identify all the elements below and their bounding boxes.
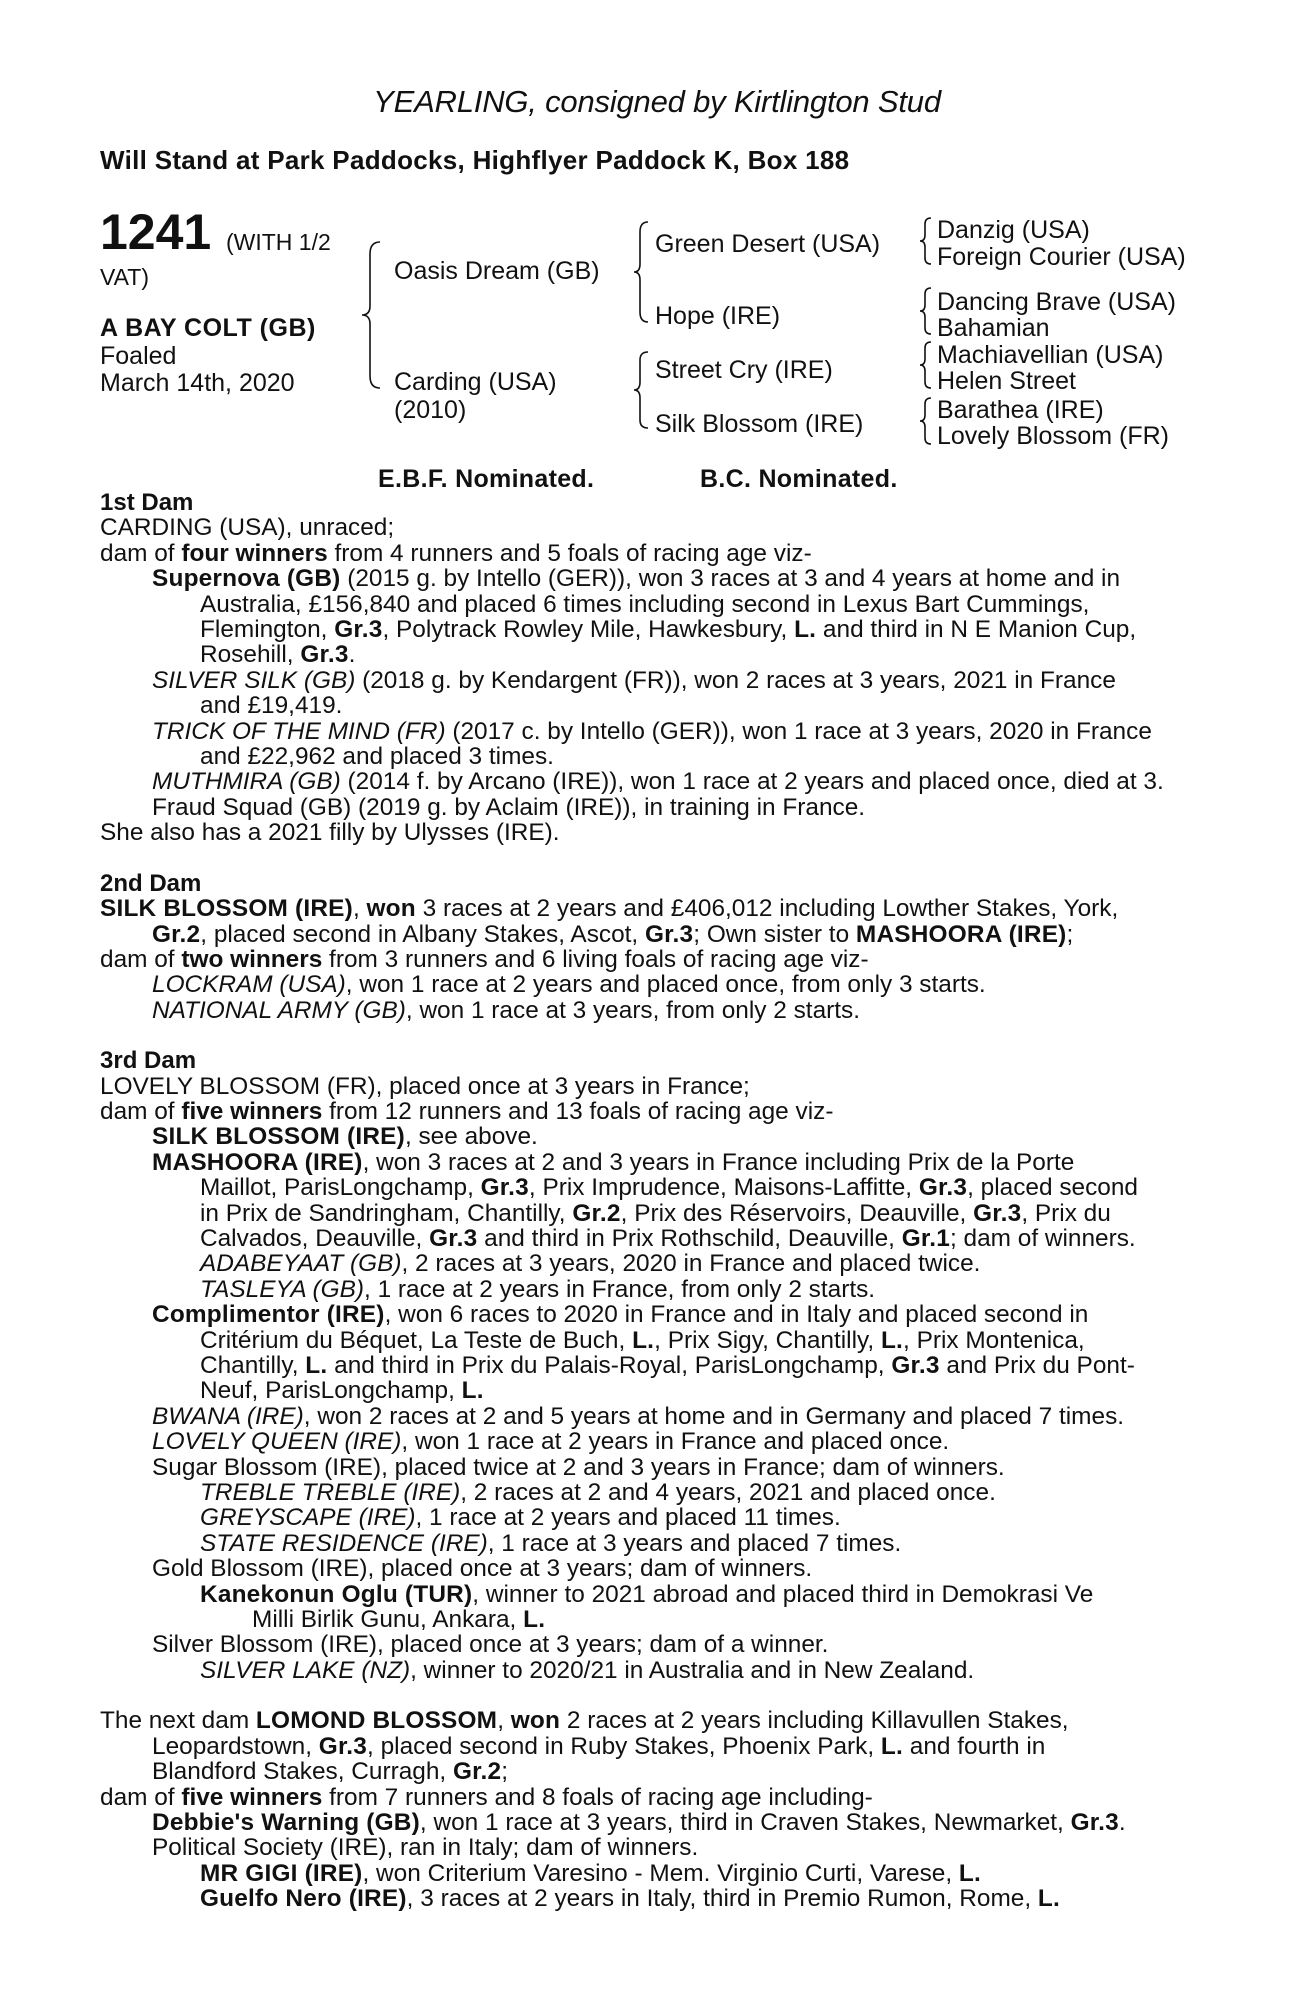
pedigree-brace-dam: [632, 350, 652, 430]
third-dam-record: dam of five winners from 12 runners and 13 foals of racing age viz-: [100, 1097, 834, 1125]
second-dam-line-cont: Gr.2, placed second in Albany Stakes, Ascot, Gr.3; Own sister to MASHOORA (IRE);: [152, 920, 1074, 948]
progeny-entry-cont: and £22,962 and placed 3 times.: [200, 743, 554, 771]
progeny-entry-cont: Maillot, ParisLongchamp, Gr.3, Prix Imprudence, Maisons-Laffitte, Gr.3, placed second: [200, 1174, 1138, 1202]
progeny-entry: MASHOORA (IRE), won 3 races at 2 and 3 years in France including Prix de la Porte: [152, 1148, 1075, 1176]
progeny-entry-cont: Neuf, ParisLongchamp, L.: [200, 1377, 484, 1405]
grand-progeny-entry: ADABEYAAT (GB), 2 races at 3 years, 2020 in France and placed twice.: [200, 1250, 981, 1278]
pedigree-sire-sire: Green Desert (USA): [655, 230, 881, 258]
ebf-nomination: E.B.F. Nominated.: [378, 465, 595, 493]
grand-progeny-entry: Kanekonun Oglu (TUR), winner to 2021 abroad and placed third in Demokrasi Ve: [200, 1580, 1094, 1608]
foaled-label: Foaled: [100, 342, 177, 370]
progeny-entry: Supernova (GB) (2015 g. by Intello (GER)), won 3 races at 3 and 4 years at home and in: [152, 565, 1121, 593]
progeny-entry: Gold Blossom (IRE), placed once at 3 years; dam of winners.: [152, 1555, 813, 1583]
grand-progeny-entry: TASLEYA (GB), 1 race at 2 years in France, from only 2 starts.: [200, 1275, 876, 1303]
next-dam-line-cont: Blandford Stakes, Curragh, Gr.2;: [152, 1758, 509, 1786]
vat-note-part1: (WITH 1/2: [226, 229, 331, 255]
progeny-entry: Complimentor (IRE), won 6 races to 2020 in France and in Italy and placed second in: [152, 1301, 1089, 1329]
progeny-entry: SILVER SILK (GB) (2018 g. by Kendargent (FR)), won 2 races at 3 years, 2021 in France: [152, 666, 1116, 694]
pedigree-sire: Oasis Dream (GB): [394, 257, 600, 285]
vat-note-part2: VAT): [100, 264, 149, 290]
pedigree-brace-ss: [918, 216, 934, 266]
lot-number: 1241: [100, 204, 212, 260]
progeny-entry: Sugar Blossom (IRE), placed twice at 2 and 3 years in France; dam of winners.: [152, 1453, 1005, 1481]
progeny-entry-cont: Rosehill, Gr.3.: [200, 641, 356, 669]
second-dam-line: SILK BLOSSOM (IRE), won 3 races at 2 years and £406,012 including Lowther Stakes, York,: [100, 895, 1119, 923]
catalogue-header: YEARLING, consigned by Kirtlington Stud: [373, 84, 941, 119]
pedigree-dss: Machiavellian (USA): [937, 341, 1164, 369]
pedigree-notes: [100, 490, 1210, 1912]
pedigree-dam-dam: Silk Blossom (IRE): [655, 410, 864, 438]
bc-nomination: B.C. Nominated.: [700, 465, 898, 493]
second-dam-record: dam of two winners from 3 runners and 6 living foals of racing age viz-: [100, 945, 869, 973]
progeny-entry: SILK BLOSSOM (IRE), see above.: [152, 1123, 538, 1151]
progeny-entry: TRICK OF THE MIND (FR) (2017 c. by Intello (GER)), won 1 race at 3 years, 2020 in France: [152, 717, 1152, 745]
pedigree-ssd: Foreign Courier (USA): [937, 243, 1186, 271]
progeny-entry-cont: Flemington, Gr.3, Polytrack Rowley Mile, Hawkesbury, L. and third in N E Manion Cup,: [200, 616, 1137, 644]
grand-progeny-entry-cont: Milli Birlik Gunu, Ankara, L.: [252, 1606, 546, 1634]
pedigree-brace-ds: [918, 340, 934, 390]
progeny-entry: Political Society (IRE), ran in Italy; dam of winners.: [152, 1834, 699, 1862]
progeny-entry: Silver Blossom (IRE), placed once at 3 years; dam of a winner.: [152, 1631, 829, 1659]
first-dam-heading: 1st Dam: [100, 489, 194, 516]
first-dam-line: CARDING (USA), unraced;: [100, 514, 395, 542]
next-dam-line: The next dam LOMOND BLOSSOM, won 2 races at 2 years including Killavullen Stakes,: [100, 1707, 1069, 1735]
pedigree-sss: Danzig (USA): [937, 216, 1090, 244]
progeny-entry-cont: Australia, £156,840 and placed 6 times including second in Lexus Bart Cummings,: [200, 590, 1090, 618]
grand-progeny-entry: GREYSCAPE (IRE), 1 race at 2 years and placed 11 times.: [200, 1504, 841, 1532]
pedigree-dds: Barathea (IRE): [937, 396, 1104, 424]
pedigree-sds: Dancing Brave (USA): [937, 288, 1176, 316]
progeny-entry: BWANA (IRE), won 2 races at 2 and 5 years at home and in Germany and placed 7 times.: [152, 1402, 1125, 1430]
progeny-entry-cont: Calvados, Deauville, Gr.3 and third in Prix Rothschild, Deauville, Gr.1; dam of winners.: [200, 1224, 1136, 1252]
progeny-note: She also has a 2021 filly by Ulysses (IRE).: [100, 819, 560, 847]
progeny-entry-cont: and £19,419.: [200, 692, 343, 720]
progeny-entry: LOVELY QUEEN (IRE), won 1 race at 2 years in France and placed once.: [152, 1428, 950, 1456]
next-dam-line-cont: Leopardstown, Gr.3, placed second in Ruby Stakes, Phoenix Park, L. and fourth in: [152, 1732, 1046, 1760]
grand-progeny-entry: SILVER LAKE (NZ), winner to 2020/21 in Australia and in New Zealand.: [200, 1656, 975, 1684]
progeny-entry-cont: in Prix de Sandringham, Chantilly, Gr.2, Prix des Réservoirs, Deauville, Gr.3, Prix du: [200, 1199, 1111, 1227]
lot-title: A BAY COLT (GB): [100, 314, 316, 342]
second-dam-heading: 2nd Dam: [100, 869, 202, 897]
pedigree-ddd: Lovely Blossom (FR): [937, 422, 1169, 450]
progeny-entry: NATIONAL ARMY (GB), won 1 race at 3 years, from only 2 starts.: [152, 996, 861, 1024]
grand-progeny-entry: STATE RESIDENCE (IRE), 1 race at 3 years and placed 7 times.: [200, 1529, 902, 1557]
next-dam-record: dam of five winners from 7 runners and 8 foals of racing age including-: [100, 1783, 873, 1811]
grand-progeny-entry: TREBLE TREBLE (IRE), 2 races at 2 and 4 years, 2021 and placed once.: [200, 1479, 996, 1507]
progeny-entry-cont: Chantilly, L. and third in Prix du Palais-Royal, ParisLongchamp, Gr.3 and Prix du Pont-: [200, 1352, 1135, 1379]
grand-progeny-entry: Guelfo Nero (IRE), 3 races at 2 years in Italy, third in Premio Rumon, Rome, L.: [200, 1885, 1060, 1913]
pedigree-brace-dd: [918, 396, 934, 446]
pedigree-dam: Carding (USA): [394, 368, 557, 396]
foaled-date: March 14th, 2020: [100, 369, 295, 397]
pedigree-brace-sd: [918, 286, 934, 336]
progeny-entry: MUTHMIRA (GB) (2014 f. by Arcano (IRE)), won 1 race at 2 years and placed once, died at 3.: [152, 768, 1164, 796]
third-dam-heading: 3rd Dam: [100, 1047, 197, 1075]
progeny-entry: LOCKRAM (USA), won 1 race at 2 years and placed once, from only 3 starts.: [152, 971, 986, 999]
pedigree-sdd: Bahamian: [937, 314, 1050, 342]
pedigree-brace-sire: [632, 220, 652, 324]
pedigree-dsd: Helen Street: [937, 367, 1076, 395]
pedigree-dam-year: (2010): [394, 396, 467, 424]
third-dam-line: LOVELY BLOSSOM (FR), placed once at 3 years in France;: [100, 1072, 750, 1100]
pedigree-brace-main: [360, 240, 384, 390]
progeny-entry: Debbie's Warning (GB), won 1 race at 3 years, third in Craven Stakes, Newmarket, Gr.3.: [152, 1808, 1126, 1836]
pedigree-sire-dam: Hope (IRE): [655, 302, 781, 330]
stand-location: Will Stand at Park Paddocks, Highflyer Paddock K, Box 188: [100, 145, 850, 175]
first-dam-record: dam of four winners from 4 runners and 5 foals of racing age viz-: [100, 539, 812, 567]
progeny-entry: Fraud Squad (GB) (2019 g. by Aclaim (IRE)), in training in France.: [152, 793, 866, 821]
pedigree-dam-sire: Street Cry (IRE): [655, 356, 833, 384]
progeny-entry-cont: Critérium du Béquet, La Teste de Buch, L., Prix Sigy, Chantilly, L., Prix Montenica,: [200, 1326, 1085, 1354]
grand-progeny-entry: MR GIGI (IRE), won Criterium Varesino - Mem. Virginio Curti, Varese, L.: [200, 1859, 981, 1887]
